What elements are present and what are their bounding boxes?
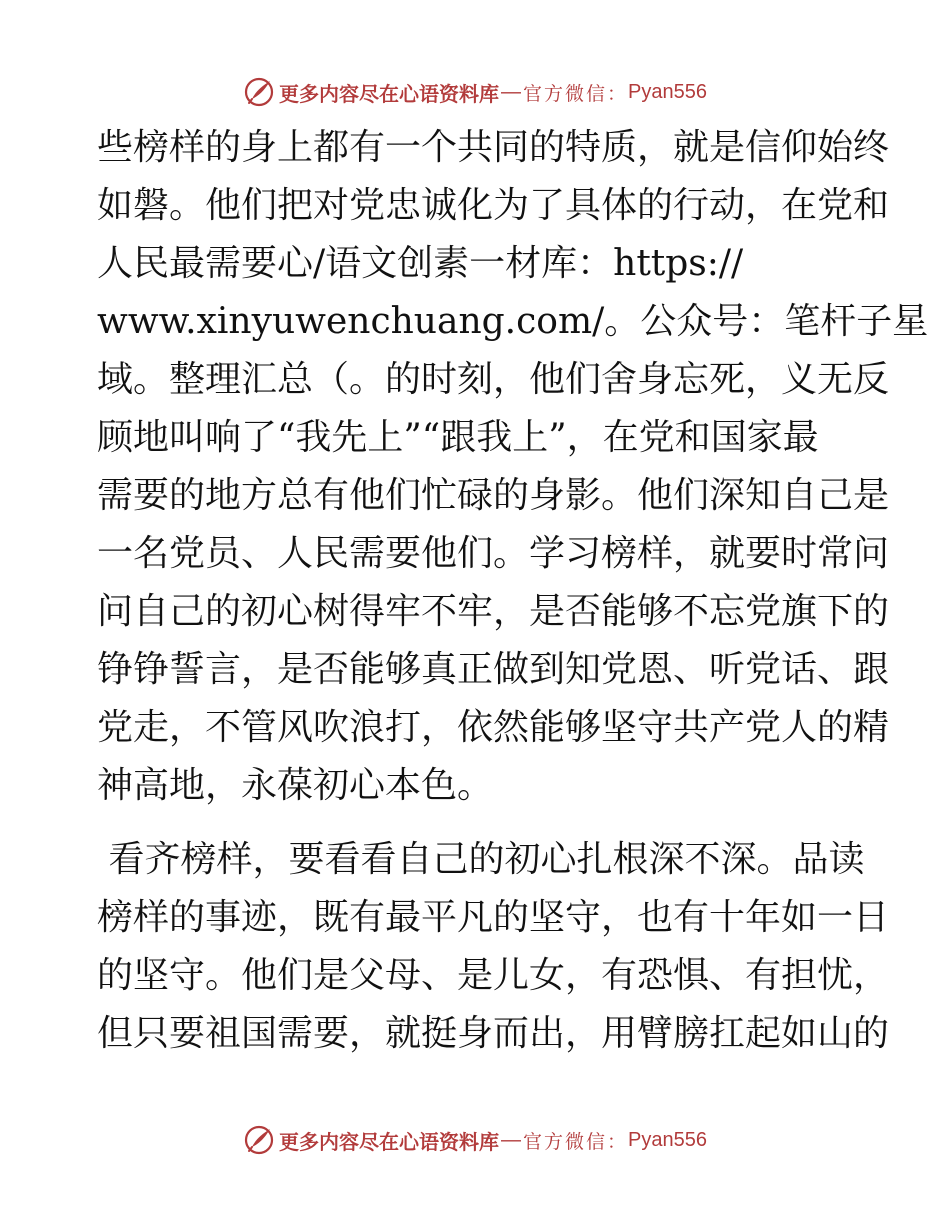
text-line: 党走，不管风吹浪打，依然能够坚守共产党人的精: [97, 707, 890, 748]
quill-logo-icon: [243, 76, 275, 108]
text-line: 榜样的事迹，既有最平凡的坚守，也有十年如一日: [97, 897, 890, 938]
text-line: 神高地，永葆初心本色。: [97, 765, 494, 806]
text-line: 看齐榜样，要看看自己的初心扎根深不深。品读: [97, 839, 865, 880]
text-line: 问自己的初心树得牢不牢，是否能够不忘党旗下的: [97, 591, 890, 632]
document-body: [97, 119, 929, 1063]
header-banner: [0, 72, 950, 112]
header-dash: —: [501, 80, 521, 103]
text-line: 些榜样的身上都有一个共同的特质，就是信仰始终: [97, 127, 890, 168]
header-wechat-label: 官方微信：: [523, 82, 629, 105]
text-line: 如磐。他们把对党忠诚化为了具体的行动，在党和: [97, 185, 890, 226]
text-line: 一名党员、人民需要他们。学习榜样，就要时常问: [97, 533, 890, 574]
text-line: 需要的地方总有他们忙碌的身影。他们深知自己是: [97, 475, 890, 516]
text-line: 人民最需要心/语文创素一材库：https://: [97, 243, 744, 284]
quill-logo-icon: [243, 1124, 275, 1156]
paragraph-1: [97, 119, 929, 815]
footer-dash: —: [501, 1128, 521, 1151]
text-line: 的坚守。他们是父母、是儿女，有恐惧、有担忧，: [97, 955, 890, 996]
text-line: www.xinyuwenchuang.com/。公众号：笔杆子星: [97, 301, 929, 342]
text-line: 铮铮誓言，是否能够真正做到知党恩、听党话、跟: [97, 649, 890, 690]
footer-brand-text: 更多内容尽在心语资料库: [279, 1129, 499, 1154]
header-brand-text: 更多内容尽在心语资料库: [279, 81, 499, 106]
paragraph-2: [97, 831, 890, 1063]
text-line: 域。整理汇总（。的时刻，他们舍身忘死，义无反: [97, 359, 890, 400]
paragraph-gap: [97, 815, 857, 831]
text-line: 但只要祖国需要，就挺身而出，用臂膀扛起如山的: [97, 1013, 890, 1054]
text-line: 顾地叫响了“我先上”“跟我上”，在党和国家最: [97, 417, 819, 458]
footer-banner: [0, 1120, 950, 1160]
footer-wechat-id: Pyan556: [628, 1128, 707, 1151]
footer-wechat-label: 官方微信：: [523, 1130, 629, 1153]
header-wechat-id: Pyan556: [628, 80, 707, 103]
